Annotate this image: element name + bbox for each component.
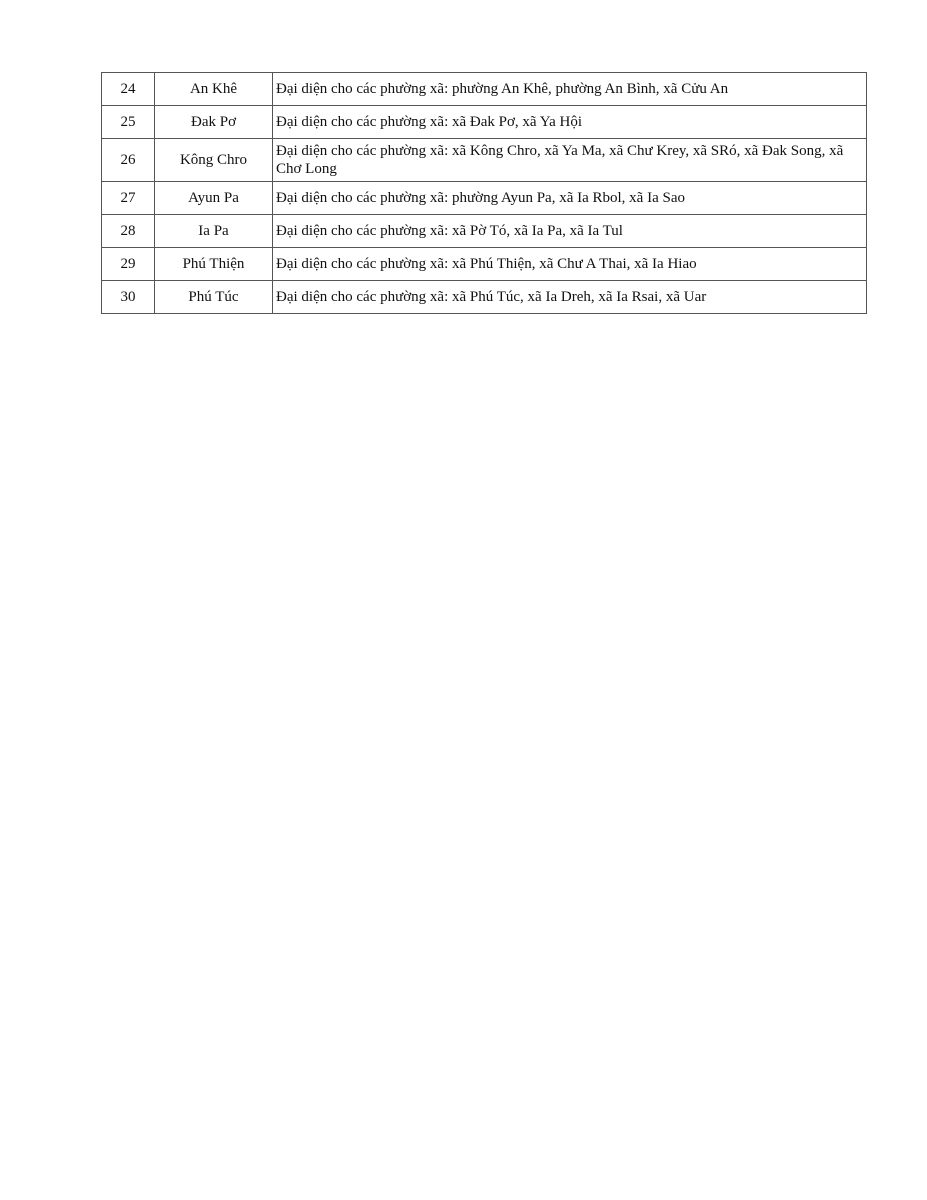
representation-table (101, 72, 867, 314)
area-name-cell: Phú Thiện (155, 248, 273, 281)
table-row (102, 106, 867, 139)
area-name-cell: Đak Pơ (155, 106, 273, 139)
description-cell: Đại diện cho các phường xã: xã Phú Túc, xã Ia Dreh, xã Ia Rsai, xã Uar (273, 281, 867, 314)
description-cell: Đại diện cho các phường xã: xã Kông Chro, xã Ya Ma, xã Chư Krey, xã SRó, xã Đak Song, xã Chơ Long (273, 139, 867, 182)
row-number-cell: 30 (102, 281, 155, 314)
table-row (102, 215, 867, 248)
description-cell: Đại diện cho các phường xã: phường Ayun Pa, xã Ia Rbol, xã Ia Sao (273, 182, 867, 215)
area-name-cell: Kông Chro (155, 139, 273, 182)
table-row (102, 182, 867, 215)
row-number-cell: 27 (102, 182, 155, 215)
description-cell: Đại diện cho các phường xã: xã Phú Thiện, xã Chư A Thai, xã Ia Hiao (273, 248, 867, 281)
area-name-cell: Ia Pa (155, 215, 273, 248)
table-row (102, 73, 867, 106)
row-number-cell: 29 (102, 248, 155, 281)
table-row (102, 248, 867, 281)
row-number-cell: 26 (102, 139, 155, 182)
row-number-cell: 25 (102, 106, 155, 139)
table-row (102, 139, 867, 182)
row-number-cell: 28 (102, 215, 155, 248)
description-cell: Đại diện cho các phường xã: phường An Khê, phường An Bình, xã Cửu An (273, 73, 867, 106)
description-cell: Đại diện cho các phường xã: xã Pờ Tó, xã Ia Pa, xã Ia Tul (273, 215, 867, 248)
area-name-cell: Phú Túc (155, 281, 273, 314)
row-number-cell: 24 (102, 73, 155, 106)
description-cell: Đại diện cho các phường xã: xã Đak Pơ, xã Ya Hội (273, 106, 867, 139)
area-name-cell: Ayun Pa (155, 182, 273, 215)
area-name-cell: An Khê (155, 73, 273, 106)
table-row (102, 281, 867, 314)
